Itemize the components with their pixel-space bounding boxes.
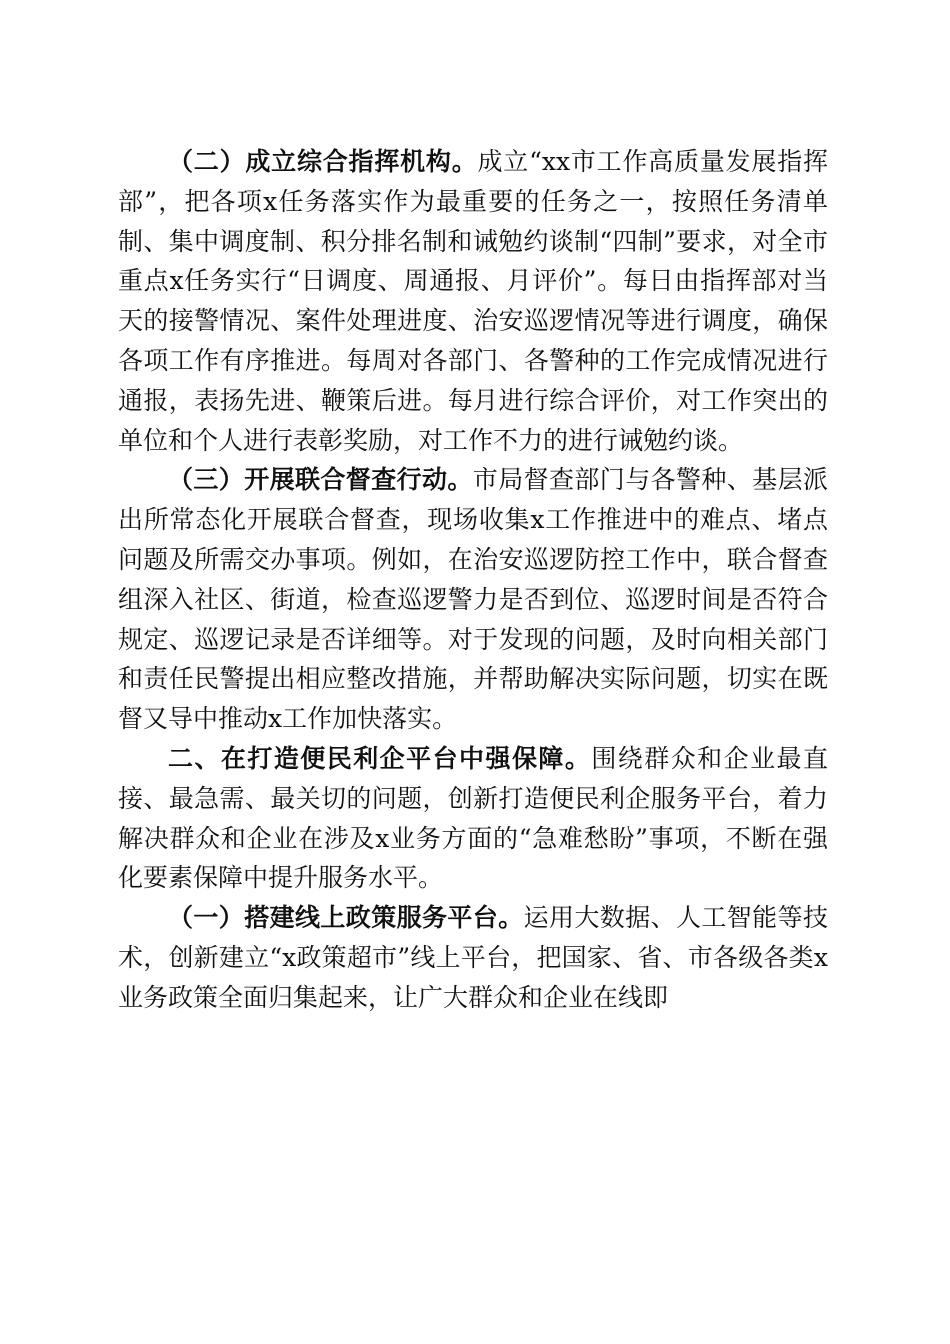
paragraph-body: 围绕群众和企业最直接、最急需、最关切的问题，创新打造便民利企服务平台，着力解决群众和企业在涉及x业务方面的“急难愁盼”事项，不断在强化要素保障中提升服务水平。 [118, 743, 828, 893]
section-heading: （一）搭建线上政策服务平台。 [168, 903, 524, 933]
paragraph-online-policy [118, 898, 828, 1017]
paragraph-joint-inspection [118, 460, 828, 739]
document-page [118, 142, 828, 1018]
paragraph-body: 运用大数据、人工智能等技术，创新建立“x政策超市”线上平台，把国家、省、市各级各类x业务政策全面归集起来，让广大群众和企业在线即 [118, 903, 828, 1012]
section-heading: （三）开展联合督查行动。 [168, 465, 473, 495]
paragraph-command-center [118, 142, 828, 460]
section-heading: （二）成立综合指挥机构。 [168, 147, 478, 176]
paragraph-body: 市局督查部门与各警种、基层派出所常态化开展联合督查，现场收集x工作推进中的难点、堵点问题及所需交办事项。例如，在治安巡逻防控工作中，联合督查组深入社区、街道，检查巡逻警力是否到位、巡逻时间是否符合规定、巡逻记录是否详细等。对于发现的问题，及时向相关部门和责任民警提出相应整改措施，并帮助解决实际问题，切实在既督又导中推动x工作加快落实。 [118, 465, 828, 734]
paragraph-service-platform [118, 739, 828, 898]
paragraph-body: 成立“xx市工作高质量发展指挥部”，把各项x任务落实作为最重要的任务之一，按照任务清单制、集中调度制、积分排名制和诫勉约谈制“四制”要求，对全市重点x任务实行“日调度、周通报、月评价”。每日由指挥部对当天的接警情况、案件处理进度、治安巡逻情况等进行调度，确保各项工作有序推进。每周对各部门、各警种的工作完成情况进行通报，表扬先进、鞭策后进。每月进行综合评价，对工作突出的单位和个人进行表彰奖励，对工作不力的进行诫勉约谈。 [118, 147, 828, 455]
section-heading: 二、在打造便民利企平台中强保障。 [168, 743, 592, 773]
